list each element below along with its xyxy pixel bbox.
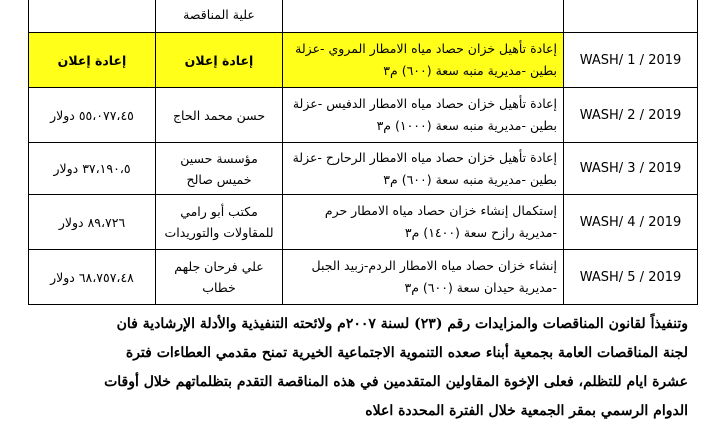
name-cell: علي فرحان جلهم خطاب (156, 250, 283, 305)
table-row (29, 143, 698, 195)
amount-cell: ٦٨،٧٥٧،٤٨ دولار (29, 250, 156, 305)
name-cell: حسن محمد الحاج (156, 88, 283, 143)
paragraph-line: لجنة المناقصات العامة بجمعية أبناء صعده التنموية الاجتماعية الخيرية تمنح مقدمي العطاءات فترة (125, 345, 688, 361)
table-row (29, 195, 698, 250)
partial-text: علية المناقصة (183, 7, 255, 22)
table-row-partial (29, 0, 698, 33)
description-cell (283, 0, 564, 33)
body-paragraph (30, 310, 688, 426)
code-cell (564, 0, 698, 33)
name-cell: إعادة إعلان (156, 33, 283, 88)
amount-cell: ٣٧،١٩٠،٥ دولار (29, 143, 156, 195)
description-cell: إعادة تأهيل خزان حصاد مياه الامطار المروي -عزلة بطين -مديرية منبه سعة (٦٠٠) م٣ (283, 33, 564, 88)
description-cell: إعادة تأهيل خزان حصاد مياه الامطار الرحارح -عزلة بطين -مديرية منبه سعة (٦٠٠) م٣ (283, 143, 564, 195)
paragraph-line: الدوام الرسمي بمقر الجمعية خلال الفترة المحددة اعلاه (365, 403, 688, 419)
amount-cell (29, 0, 156, 33)
paragraph-line: وتنفيذاً لقانون المناقصات والمزايدات رقم (٢٣) لسنة ٢٠٠٧م ولائحته التنفيذية والأدلة الإرشادية فان (116, 316, 688, 332)
amount-cell: ٨٩،٧٢٦ دولار (29, 195, 156, 250)
code-cell: WASH/ 3 / 2019 (564, 143, 698, 195)
table-row (29, 88, 698, 143)
paragraph-line: عشرة ايام للتظلم، فعلى الإخوة المقاولين المتقدمين في هذه المناقصة التقدم بتظلماتهم خلال أوقات (104, 374, 688, 390)
description-cell: إعادة تأهيل خزان حصاد مياه الامطار الدفيس -عزلة بطين -مديرية منبه سعة (١٠٠٠) م٣ (283, 88, 564, 143)
name-cell: مؤسسة حسين خميس صالح (156, 143, 283, 195)
name-cell: مكتب أبو رامي للمقاولات والتوريدات (156, 195, 283, 250)
code-cell: WASH/ 2 / 2019 (564, 88, 698, 143)
description-cell: إستكمال إنشاء خزان حصاد مياه الامطار حرم -مديرية رازح سعة (١٤٠٠) م٣ (283, 195, 564, 250)
awards-table (28, 0, 698, 305)
amount-cell: إعادة إعلان (29, 33, 156, 88)
amount-cell: ٥٥،٠٧٧،٤٥ دولار (29, 88, 156, 143)
code-cell: WASH/ 1 / 2019 (564, 33, 698, 88)
table-row (29, 33, 698, 88)
description-cell: إنشاء خزان حصاد مياه الامطار الردم-زبيد الجبل -مديرية حيدان سعة (٦٠٠) م٣ (283, 250, 564, 305)
name-cell (156, 0, 283, 33)
code-cell: WASH/ 4 / 2019 (564, 195, 698, 250)
table-row (29, 250, 698, 305)
code-cell: WASH/ 5 / 2019 (564, 250, 698, 305)
